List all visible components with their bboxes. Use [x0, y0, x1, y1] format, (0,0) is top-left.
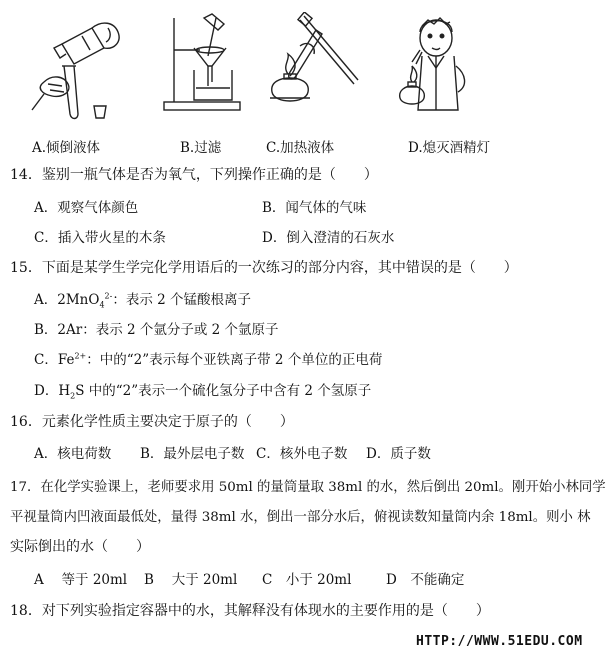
q16-option-c: C．核外电子数	[256, 446, 348, 462]
caption-filtration: B.过滤	[180, 140, 222, 156]
caption-pouring-liquid: A.倾倒液体	[32, 140, 101, 156]
q17-option-d: D 不能确定	[386, 572, 465, 588]
figure-filtration	[160, 12, 250, 114]
footer-url: HTTP://WWW.51EDU.COM	[416, 634, 583, 649]
caption-extinguish-lamp: D.熄灭酒精灯	[408, 140, 491, 156]
q14-option-c: C．插入带火星的木条	[34, 230, 166, 246]
q16-option-b: B．最外层电子数	[140, 446, 245, 462]
q14-option-d: D．倒入澄清的石灰水	[262, 230, 395, 246]
question-16-stem: 16．元素化学性质主要决定于原子的（ ）	[10, 414, 294, 430]
question-17-line-1: 17．在化学实验课上，老师要求用 50ml 的量筒量取 38ml 的水，然后倒出 20ml。刚开始小林同学	[10, 480, 606, 495]
q16-option-d: D．质子数	[366, 446, 431, 462]
q15-option-d: D．$H_2S$ 中的“2”表示一个硫化氢分子中含有 2 个氢原子	[34, 383, 372, 401]
q17-option-a: A 等于 20ml	[34, 572, 128, 588]
caption-heating-liquid: C.加热液体	[266, 140, 335, 156]
figure-heating-liquid	[260, 12, 360, 114]
question-18-stem: 18．对下列实验指定容器中的水，其解释没有体现水的主要作用的是（ ）	[10, 603, 490, 619]
q15-option-a: A．2MnO$_4^{2-}$：表示 2 个锰酸根离子	[34, 291, 251, 310]
q15-option-c: C．$Fe^{2+}$：中的“2”表示每个亚铁离子带 2 个单位的正电荷	[34, 351, 383, 368]
q14-option-b: B．闻气体的气味	[262, 200, 367, 216]
figure-extinguish-lamp	[398, 10, 478, 116]
question-15-stem: 15．下面是某学生学完化学用语后的一次练习的部分内容，其中错误的是（ ）	[10, 260, 518, 276]
q17-option-c: C 小于 20ml	[262, 572, 352, 588]
question-14-stem: 14．鉴别一瓶气体是否为氧气，下列操作正确的是（ ）	[10, 167, 378, 183]
question-17-line-3: 实际倒出的水（ ）	[10, 539, 150, 555]
q14-option-a: A．观察气体颜色	[34, 200, 139, 216]
q17-option-b: B 大于 20ml	[144, 572, 238, 588]
question-17-line-2: 平视量筒内凹液面最低处，量得 38ml 水，倒出一部分水后，俯视读数知量筒内余 18ml。则小 林	[10, 510, 591, 525]
q15-option-b: B．2Ar：表示 2 个氩分子或 2 个氩原子	[34, 322, 279, 338]
figure-pouring-liquid	[22, 14, 132, 126]
q16-option-a: A．核电荷数	[34, 446, 112, 462]
